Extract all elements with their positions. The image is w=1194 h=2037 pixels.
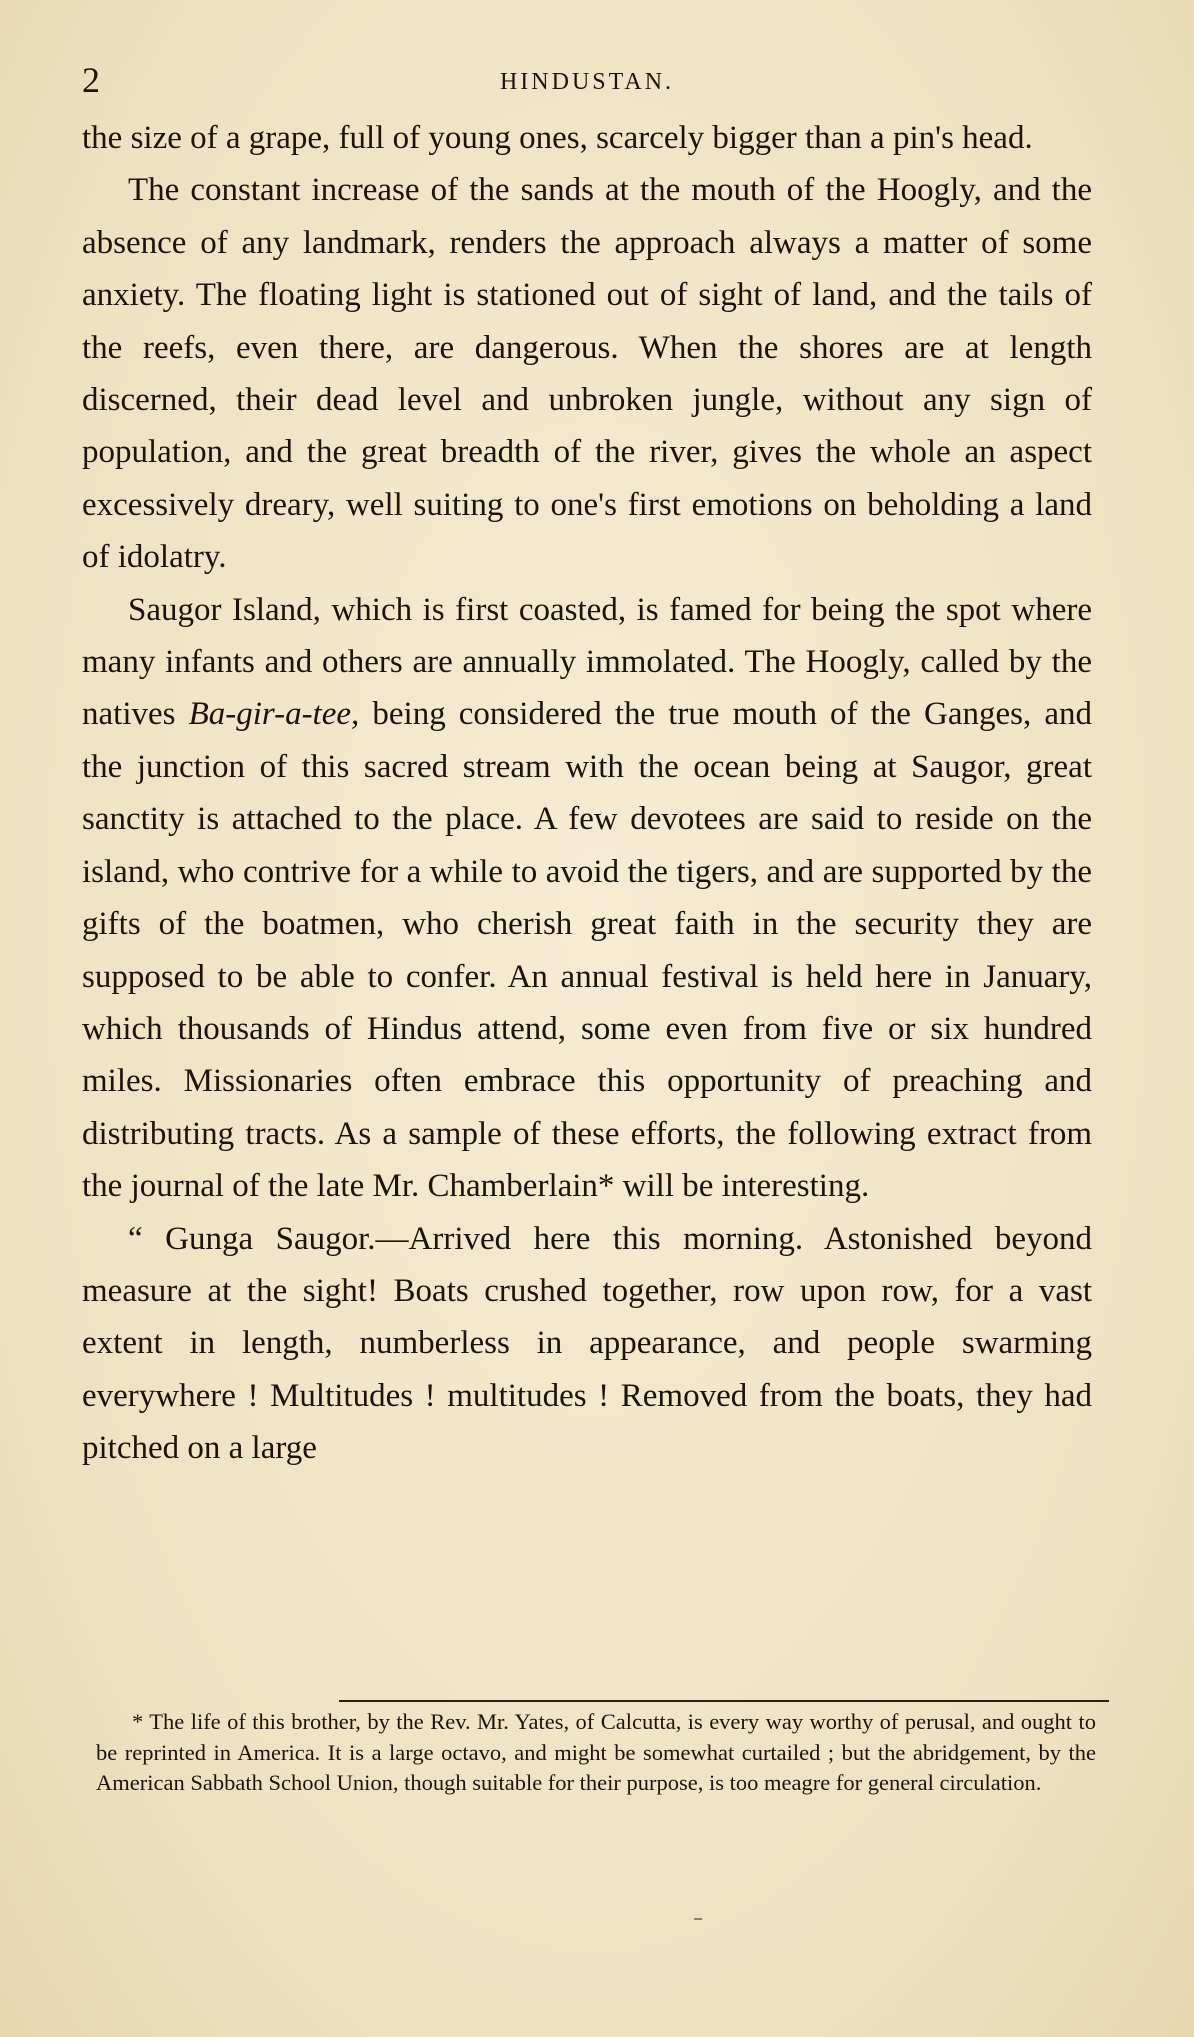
- page-number: 2: [82, 60, 100, 100]
- running-head: [82, 55, 1092, 105]
- running-title: HINDUSTAN.: [499, 69, 675, 95]
- body-text: [82, 112, 1092, 1475]
- italic-native-name: Ba-gir-a-tee,: [188, 696, 360, 733]
- paragraph-continuation: the size of a grape, full of young ones, scarcely bigger than a pin's head.: [82, 120, 1033, 156]
- paragraph-hoogly-approach: The constant increase of the sands at the mouth of the Hoogly, and the absence of any landmark, renders the approach always a matter of some anxiety. The floating light is stationed out of sight of land, and the tails of the reefs, even there, are dangerous. When the shores are at length discerned, their dead level and unbroken jungle, without any sign of population, and the great breadth of the river, gives the whole an aspect excessively dreary, well suiting to one's first emotions on beholding a land of idolatry.: [82, 172, 1092, 576]
- paragraph-saugor-text-before: Saugor Island, which is first coasted, is famed for being the spot where many infants and others are annually immolated. The Hoogly, called by the natives: [82, 591, 1092, 733]
- footnote-rule: [339, 1700, 1109, 1702]
- paragraph-saugor-island: [82, 584, 1092, 1213]
- print-mark: [694, 1918, 702, 1920]
- paragraph-gunga-saugor-quote: “ Gunga Saugor.—Arrived here this morning. Astonished beyond measure at the sight! Boats crushed together, row upon row, for a vast extent in length, numberless in appearance, and people swarming everywhere ! Multitudes ! multitudes ! Removed from the boats, they had pitched on a large: [82, 1220, 1092, 1467]
- footnote: * The life of this brother, by the Rev. Mr. Yates, of Calcutta, is every way worthy of perusal, and ought to be reprinted in America. It is a large octavo, and might be somewhat curtailed ; but the abridgement, by the American Sabbath School Union, though suitable for their purpose, is too meagre for general circulation.: [96, 1709, 1096, 1795]
- paragraph-saugor-text-after: being considered the true mouth of the Ganges, and the junction of this sacred stream with the ocean being at Saugor, great sanctity is attached to the place. A few devotees are said to reside on the island, who contrive for a while to avoid the tigers, and are supported by the gifts of the boatmen, who cherish great faith in the security they are supposed to be able to confer. An annual festival is held here in January, which thousands of Hindus attend, some even from five or six hundred miles. Missionaries often embrace this opportunity of preaching and distributing tracts. As a sample of these efforts, the following extract from the journal of the late Mr. Chamberlain* will be interesting.: [82, 696, 1092, 1205]
